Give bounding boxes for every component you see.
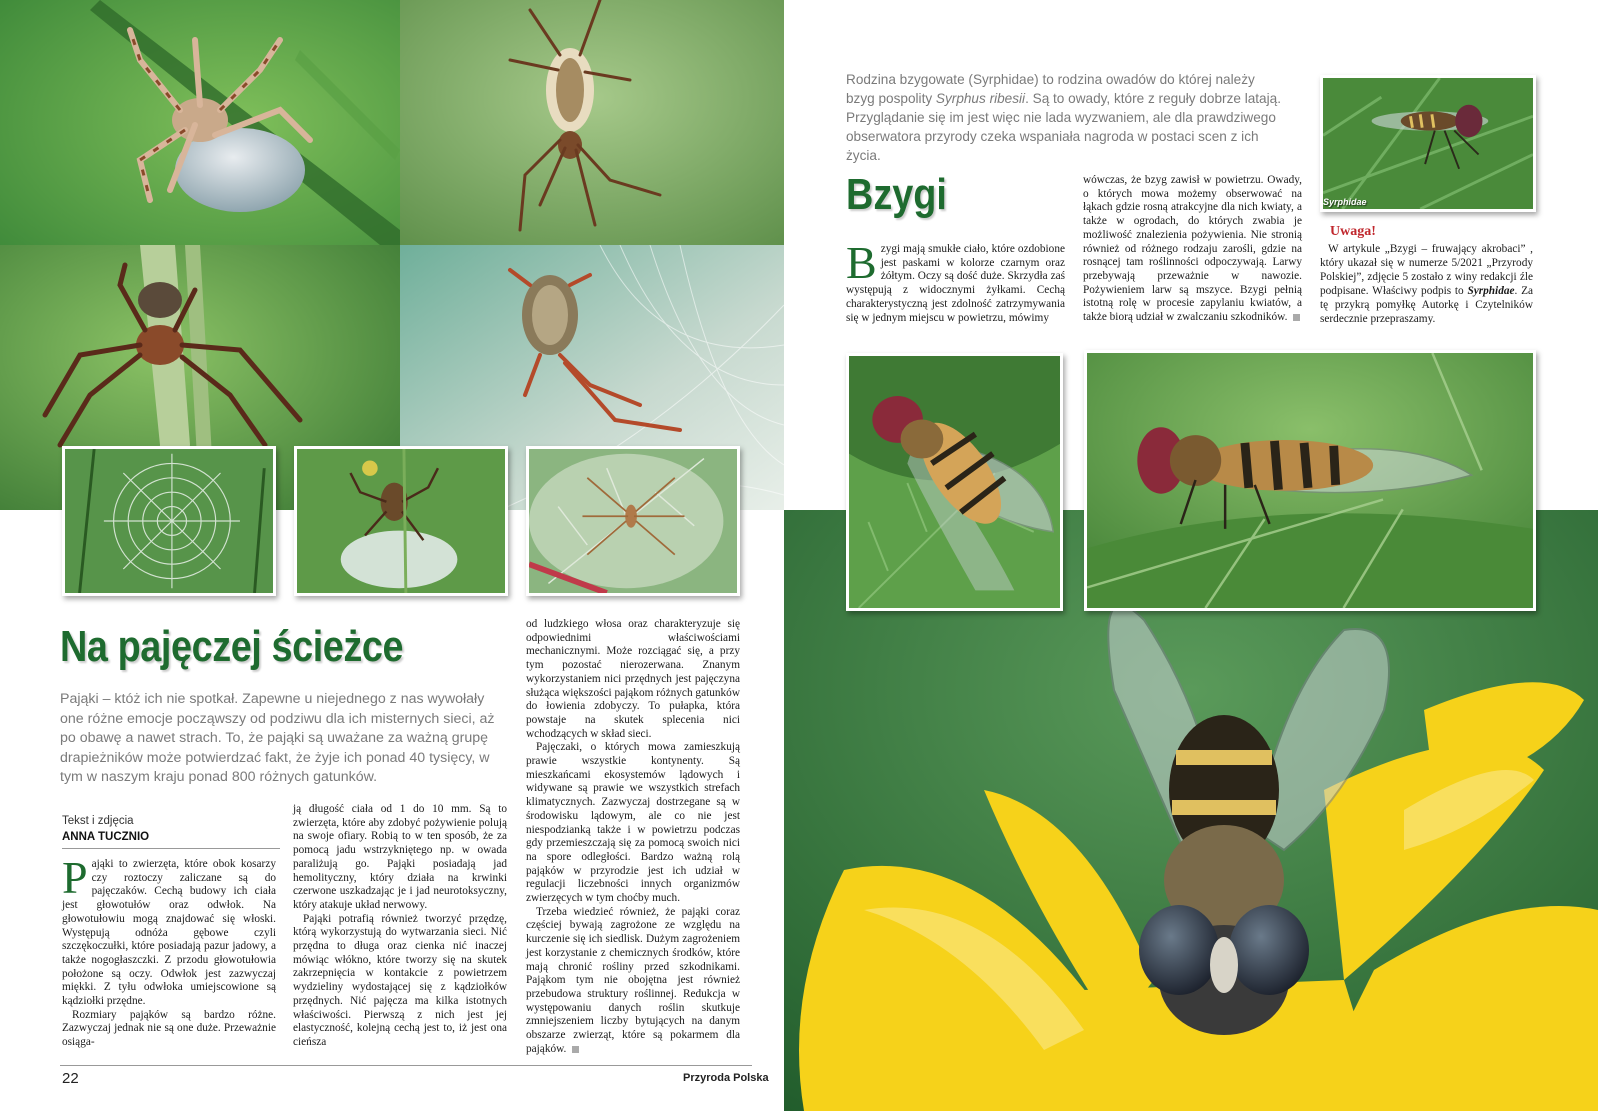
body-paragraph bbox=[846, 237, 1065, 325]
byline-author: ANNA TUCZNIO bbox=[62, 831, 280, 849]
photo-hoverfly-small bbox=[1320, 75, 1536, 212]
end-mark bbox=[572, 1046, 579, 1053]
species-name: Syrphus ribesii bbox=[935, 91, 1026, 106]
body-text: Trzeba wiedzieć również, że pająki coraz częściej bywają zagrożone ze względu na kurczenie się ich siedlisk. Dużym zagrożeniem jest korzystanie z chemicznych środków, które mają chronić rośliny przed szkodnikami. Pająkom tym nie obojętna jest również przebudowa struktury roślinnej. Redukcja w występowaniu danych roślin skutkuje zmniejszeniem liczby bytujących na danym obszarze zwierząt, które są pokarmem dla pająków. bbox=[526, 905, 740, 1055]
notice-title: Uwaga! bbox=[1330, 224, 1376, 239]
body-paragraph bbox=[526, 906, 740, 1057]
body-paragraph: Pająki potrafią również tworzyć przędzę, którą wykorzystują do wytwarzania sieci. Nić przędna to długa oraz cienka nić inaczej mówiąc włókno, które tworzy się na skutek zakrzepnięcia w kontakcie z powietrzem wydzieliny wydostającej się z kądziołków przędnych. Nić pajęcza ma kilka istotnych właściwości. Pierwszą z nich jest jej elastyczność, kolejną cechą jest to, iż jest ona cieńsza bbox=[293, 912, 507, 1048]
body-column-right-2 bbox=[1083, 174, 1302, 325]
body-column-1 bbox=[62, 852, 276, 1050]
body-paragraph: Rozmiary pająków są bardzo różne. Zazwyczaj jednak nie są one duże. Przeważnie osiąga- bbox=[62, 1008, 276, 1049]
lead-text: Rodzina bzygowate (Syrphidae) to rodzina owadów do której należy bzyg pospolity bbox=[846, 72, 1255, 106]
photo-spider-egg-sac bbox=[294, 446, 508, 596]
article-lead-right bbox=[846, 70, 1286, 165]
photo-garden-spider-grass bbox=[0, 0, 400, 245]
lead-text: . Są to owady, które z reguły dobrze latają. Przyglądanie się im jest więc nie lada wyzwaniem, ale dla prawdziwego obserwatora przyrody czeka wspaniała nagroda w postaci scen z ich życia. bbox=[846, 91, 1281, 163]
notice-text-part: . Za tę przykrą pomyłkę Autorkę i Czytelników serdecznie przepraszamy. bbox=[1320, 285, 1533, 325]
photo-caption: Syrphidae bbox=[1323, 197, 1367, 207]
page-number: 22 bbox=[62, 1070, 79, 1087]
article-title-right: Bzygi bbox=[846, 170, 947, 219]
byline-label: Tekst i zdjęcia bbox=[62, 815, 134, 827]
photo-dewy-web-small bbox=[62, 446, 276, 596]
article-title: Na pajęczej ścieżce bbox=[60, 622, 404, 671]
body-paragraph: od ludzkiego włosa oraz charakteryzuje się odpowiednimi właściwościami mechanicznymi. Może rozciągać się, a przy tym pozostać nierozerwana. Znanym wykorzystaniem nici przędnych jest pajęczyna służąca większości pająkom różnych gatunków do łowienia zdobyczy. To pułapka, która powstaje na skutek splecenia nici wchodzących w skład sieci. bbox=[526, 618, 740, 740]
drop-cap: B bbox=[846, 237, 877, 288]
magazine-name: Przyroda Polska bbox=[683, 1072, 769, 1084]
end-mark bbox=[1293, 314, 1300, 321]
notice-species: Syrphidae bbox=[1467, 285, 1515, 297]
body-paragraph bbox=[1083, 174, 1302, 325]
body-text: wówczas, że bzyg zawisł w powietrzu. Owady, o których mowa możemy obserwować na łąkach gdzie rosną atrakcyjne dla nich kwiaty, a także w ogrodach, do których zwabia je możliwość znalezienia pożywienia. Nie stronią również od różnego rodzaju zarośli, gdzie na rosnącej tam roślinności odpoczywają. Larwy przebywają przeważnie w nawozie. Pożywieniem larw są mszyce. Bzygi pełnią istotną rolę w procesie zapylaniu kwiatów, a także biorą udział w zwalczaniu szkodników. bbox=[1083, 174, 1302, 324]
photo-hoverfly-on-leaf-1 bbox=[846, 353, 1063, 611]
body-paragraph: Pajęczaki, o których mowa zamieszkują prawie wszystkie kontynenty. Są mieszkańcami ekosystemów lądowych i widywane są prawie we wszystkich strefach klimatycznych. Zazwyczaj dostrzegane są w środowisku lądowym, ale co nie jest niespodzianką także i w powietrzu podczas gdy przemieszczają się za pomocą swoich nici na spore odległości. Bardzo ważną rolą pająków w przyrodzie jest ich udział w regulacji liczebności innych organizmów zwierzęcych w tym choćby much. bbox=[526, 741, 740, 905]
photo-orb-weaver-web bbox=[400, 0, 784, 245]
body-text: zygi mają smukłe ciało, które ozdobione jest paskami w kolorze czarnym oraz żółtym. Oczy są dość duże. Skrzydła zaś występują z widocznymi żyłkami. Cechą charakterystyczną jest zdolność zatrzymywania się w jednym miejscu w powietrzu, mówimy bbox=[846, 243, 1065, 324]
body-text: ająki to zwierzęta, które obok kosarzy czy roztoczy zaliczane są do pajęczaków. Cechą budowy ich ciała jest głowotułów oraz odwłok. Na głowotułowiu mogą znajdować się włoski. Występują odnóża gębowe czyli szczękoczułki, które posiadają pazur jadowy, a także nogogłaszczki. Z przodu głowotułowia położone są oczy. Odwłok jest zazwyczaj miękki. Z tyłu odwłoka umiejscowione są kądziołki przędne. bbox=[62, 858, 276, 1008]
footer-rule bbox=[60, 1065, 752, 1066]
body-column-right-1 bbox=[846, 237, 1065, 325]
photo-spider-on-leaf bbox=[526, 446, 740, 596]
body-paragraph: ją długość ciała od 1 do 10 mm. Są to zwierzęta, które aby zdobyć pożywienie polują na swoje ofiary. Robią to w ten sposób, że za pomocą jadu wstrzykniętego np. w owada paraliżują go. Pająki posiadają jad hemolityczny, który działa na krwinki czerwone uszkadzając je i jad neurotoksyczny, który atakuje układ nerwowy. bbox=[293, 803, 507, 911]
drop-cap: P bbox=[62, 852, 88, 903]
body-paragraph bbox=[62, 852, 276, 1009]
body-column-2 bbox=[293, 803, 507, 1050]
article-lead: Pająki – któż ich nie spotkał. Zapewne u niejednego z nas wywołały one różne emocje począwszy od podziwu dla ich misternych sieci, aż po obawę a nawet strach. To, że pająki są uważane za ważną grupę drapieżników może potwierdzać fakt, że żyje ich ponad 40 tysięcy, w tym w naszym kraju ponad 800 różnych gatunków. bbox=[60, 691, 495, 785]
notice-text bbox=[1320, 242, 1533, 326]
body-column-3 bbox=[526, 618, 740, 1057]
notice-text-part: W artykule „Bzygi – fruwający akrobaci” , który ukazał się w numerze 5/2021 „Przyrody Polskiej”, zdjęcie 5 zostało z winy redakcji źle podpisane. Właściwy podpis to bbox=[1320, 243, 1533, 297]
photo-hoverfly-on-leaf-2 bbox=[1084, 350, 1536, 611]
